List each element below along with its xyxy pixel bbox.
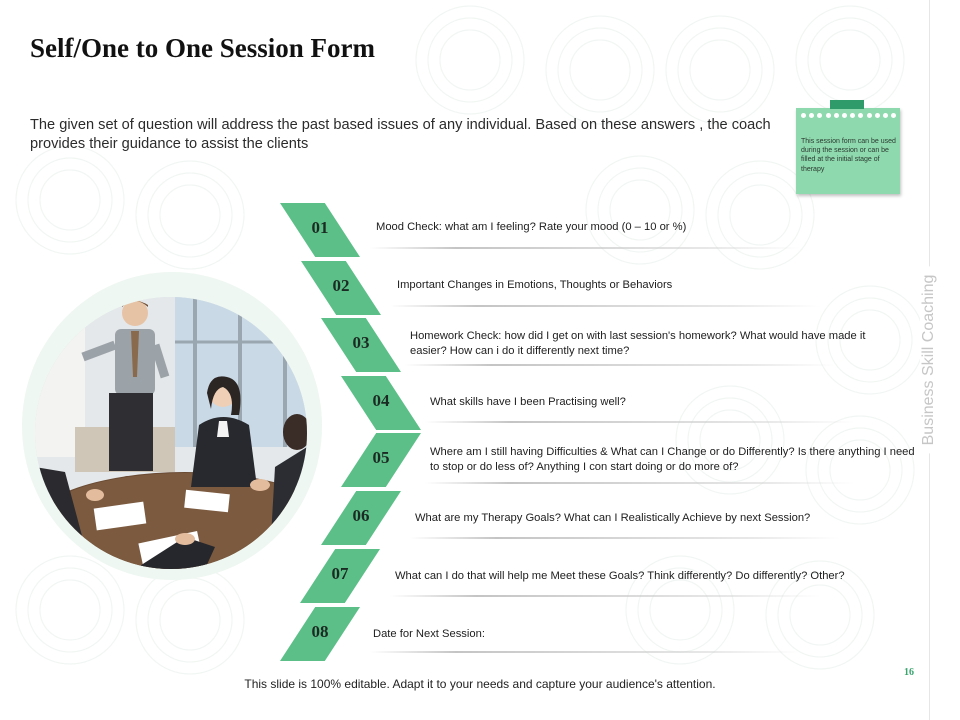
step-08: [0, 607, 960, 661]
page-number: 16: [904, 667, 914, 678]
step-number: 04: [372, 391, 390, 410]
step-underline: [405, 364, 835, 366]
step-04: [0, 376, 960, 430]
step-number: 08: [311, 622, 329, 641]
sticky-note-holes: [801, 113, 896, 118]
step-number: 05: [372, 448, 390, 467]
slide-title: Self/One to One Session Form: [30, 33, 375, 63]
step-text: Where am I still having Difficulties & What can I Change or do Differently? Is there anything I need to stop or do less of? Anything I con start doing or do more of?: [430, 446, 915, 473]
step-05: [0, 433, 960, 487]
step-underline: [370, 247, 800, 249]
step-underline: [390, 595, 820, 597]
step-text: Date for Next Session:: [373, 628, 485, 640]
sticky-note: [796, 108, 900, 196]
step-02: [0, 261, 960, 315]
step-underline: [390, 305, 820, 307]
side-label: Business Skill Coaching: [920, 267, 938, 454]
step-number: 03: [352, 333, 370, 352]
footer-text: This slide is 100% editable. Adapt it to your needs and capture your audience's attention.: [244, 677, 716, 691]
step-underline: [410, 537, 840, 539]
sticky-note-body: [796, 108, 900, 194]
intro-text: The given set of question will address the past based issues of any individual. Based on these answers , the coach provides their guidance to assist the clients: [30, 117, 771, 152]
step-07: [0, 549, 960, 603]
step-text: What skills have I been Practising well?: [430, 396, 626, 408]
step-text: Important Changes in Emotions, Thoughts or Behaviors: [397, 279, 673, 291]
step-number: 06: [352, 506, 370, 525]
sticky-note-tab: [830, 100, 864, 109]
step-number: 02: [332, 276, 350, 295]
sticky-note-text: This session form can be used during the session or can be filled at the initial stage of therapy: [801, 138, 896, 173]
step-06: [0, 491, 960, 545]
step-01: [0, 203, 960, 257]
step-03: [0, 318, 960, 372]
step-text: What are my Therapy Goals? What can I Realistically Achieve by next Session?: [415, 512, 811, 524]
step-text: Mood Check: what am I feeling? Rate your mood (0 – 10 or %): [376, 221, 687, 233]
step-number: 07: [331, 564, 349, 583]
step-text: Homework Check: how did I get on with last session's homework? What would have made it easier? How can i do it differently next time?: [410, 330, 866, 357]
step-underline: [425, 482, 855, 484]
step-number: 01: [311, 218, 329, 237]
step-underline: [425, 421, 855, 423]
step-underline: [370, 651, 800, 653]
step-text: What can I do that will help me Meet these Goals? Think differently? Do differently? Other?: [395, 570, 845, 582]
